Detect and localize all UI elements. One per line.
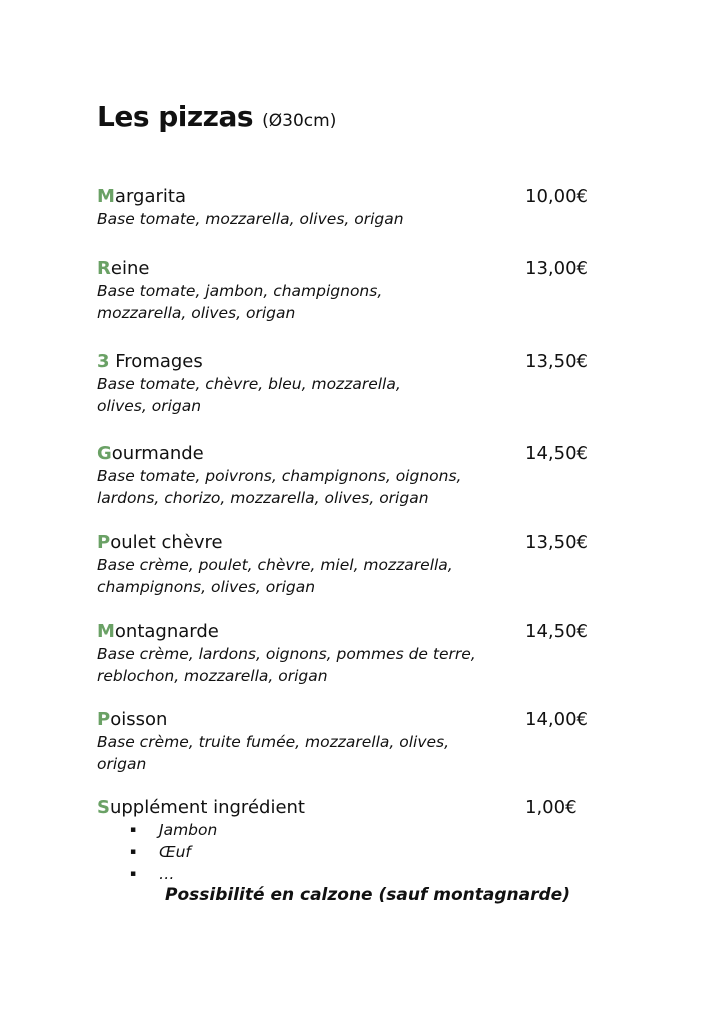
bullet-icon: ▪ xyxy=(130,825,137,835)
item-description xyxy=(97,643,517,687)
desc-line: origan xyxy=(97,755,147,773)
item-name xyxy=(97,797,597,819)
menu-item-3-fromages xyxy=(97,351,597,417)
menu-item-gourmande xyxy=(97,443,597,509)
menu-item-margarita xyxy=(97,186,597,230)
item-description xyxy=(97,465,517,509)
item-name-rest: argarita xyxy=(114,186,186,207)
item-name xyxy=(97,258,597,280)
desc-line: mozzarella, olives, origan xyxy=(97,304,296,322)
menu-item-supplement xyxy=(97,797,597,885)
item-price: 13,00€ xyxy=(525,258,588,279)
item-initial: R xyxy=(97,258,111,279)
desc-line: Base tomate, poivrons, champignons, oignons, xyxy=(97,467,462,485)
desc-line: lardons, chorizo, mozzarella, olives, origan xyxy=(97,489,429,507)
item-name xyxy=(97,532,597,554)
item-description xyxy=(97,373,517,417)
item-name xyxy=(97,186,597,208)
item-initial: P xyxy=(97,532,111,553)
item-name-rest: ontagnarde xyxy=(114,621,219,642)
item-name-rest: upplément ingrédient xyxy=(109,797,305,818)
supplement-item: … xyxy=(159,865,175,883)
item-name-rest: oulet chèvre xyxy=(110,532,223,553)
desc-line: Base crème, truite fumée, mozzarella, olives, xyxy=(97,733,450,751)
item-initial: S xyxy=(97,797,110,818)
item-name xyxy=(97,351,597,373)
desc-line: Base tomate, mozzarella, olives, origan xyxy=(97,210,404,228)
bullet-icon: ▪ xyxy=(130,869,137,879)
desc-line: Base crème, lardons, oignons, pommes de terre, xyxy=(97,645,476,663)
title-main: Les pizzas xyxy=(97,100,254,133)
item-name xyxy=(97,709,597,731)
list-item xyxy=(97,819,597,841)
item-initial: G xyxy=(97,443,112,464)
item-price: 13,50€ xyxy=(525,532,588,553)
desc-line: reblochon, mozzarella, origan xyxy=(97,667,328,685)
item-description xyxy=(97,554,517,598)
item-description xyxy=(97,731,517,775)
item-price: 14,50€ xyxy=(525,443,588,464)
menu-item-montagnarde xyxy=(97,621,597,687)
desc-line: Base crème, poulet, chèvre, miel, mozzarella, xyxy=(97,556,453,574)
title-size: (Ø30cm) xyxy=(262,111,337,131)
list-item xyxy=(97,841,597,863)
desc-line: Base tomate, jambon, champignons, xyxy=(97,282,383,300)
item-name-rest: ourmande xyxy=(111,443,204,464)
item-price: 10,00€ xyxy=(525,186,588,207)
menu-item-poulet-chevre xyxy=(97,532,597,598)
desc-line: olives, origan xyxy=(97,397,202,415)
item-name xyxy=(97,443,597,465)
bullet-icon: ▪ xyxy=(130,847,137,857)
menu-item-reine xyxy=(97,258,597,324)
item-price: 1,00€ xyxy=(525,797,577,818)
item-description xyxy=(97,208,517,230)
item-name-rest: Fromages xyxy=(109,351,203,372)
item-initial: 3 xyxy=(97,351,110,372)
desc-line: champignons, olives, origan xyxy=(97,578,316,596)
menu-item-poisson xyxy=(97,709,597,775)
calzone-note: Possibilité en calzone (sauf montagnarde) xyxy=(165,885,570,905)
item-name xyxy=(97,621,597,643)
page-title xyxy=(97,100,336,133)
item-price: 14,00€ xyxy=(525,709,588,730)
list-item xyxy=(97,863,597,885)
item-price: 14,50€ xyxy=(525,621,588,642)
supplement-list xyxy=(97,819,597,885)
supplement-item: Œuf xyxy=(159,843,191,861)
item-name-rest: eine xyxy=(110,258,150,279)
desc-line: Base tomate, chèvre, bleu, mozzarella, xyxy=(97,375,401,393)
item-initial: M xyxy=(97,621,115,642)
item-initial: M xyxy=(97,186,115,207)
supplement-item: Jambon xyxy=(159,821,218,839)
item-description xyxy=(97,280,517,324)
item-price: 13,50€ xyxy=(525,351,588,372)
item-initial: P xyxy=(97,709,111,730)
item-name-rest: oisson xyxy=(110,709,168,730)
